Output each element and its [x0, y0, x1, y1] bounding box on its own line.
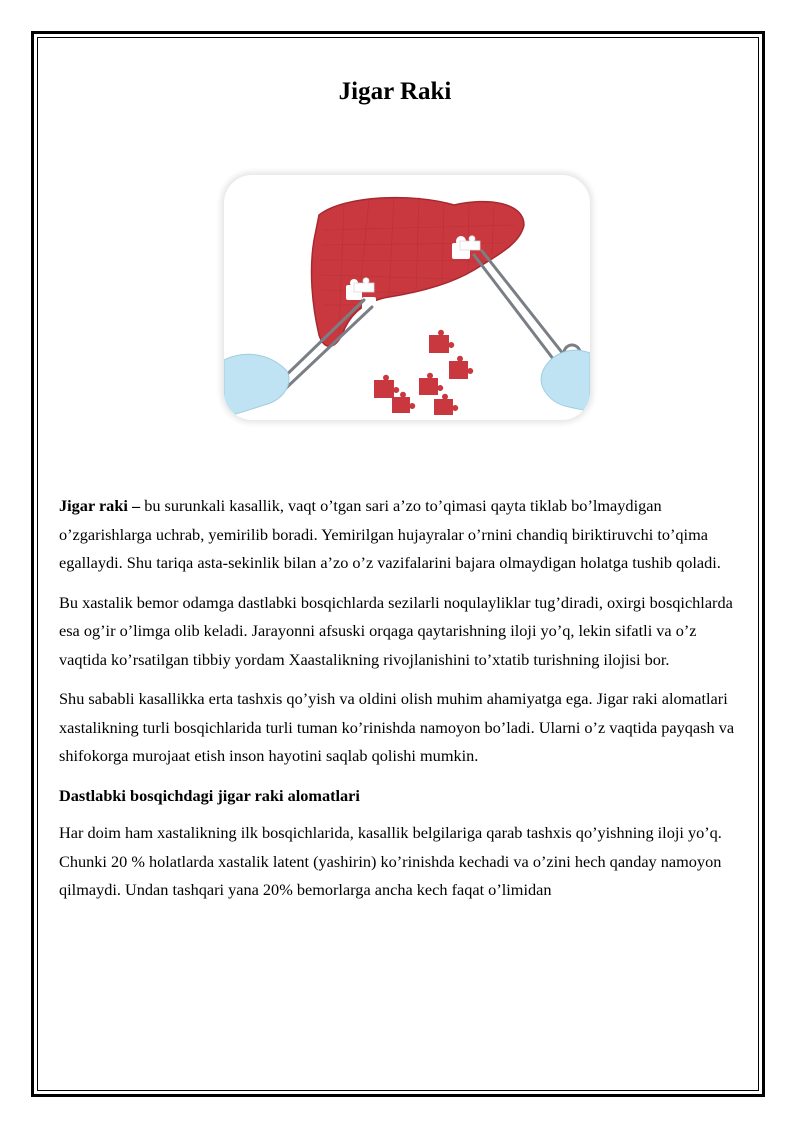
paragraph-definition-text: bu surunkali kasallik, vaqt o’tgan sari a’zo to’qimasi qayta tiklab bo’lmaydigan o’zgarishlarga uchrab, yemirilib boradi. Yemirilgan hujayralar o’rnini chandiq biriktiruvchi to’qima egallaydi. Shu tariqa asta-sekinlik bilan a’zo o’z vazifalarini bajara olmaydigan holatga tushib qoladi. [59, 496, 721, 572]
lead-term: Jigar raki [59, 496, 128, 515]
section-heading: Dastlabki bosqichdagi jigar raki alomatlari [59, 785, 360, 805]
page-title: Jigar Raki [338, 78, 452, 105]
paragraph-early-symptoms: Har doim ham xastalikning ilk bosqichlarida, kasallik belgilariga qarab tashxis qo’yishning iloji yo’q. Chunki 20 % holatlarda xastalik latent (yashirin) ko’rinishda kechadi va o’zini hech qanday namoyon qilmaydi. Undan tashqari yana 20% bemorlarga ancha kech faqat o’limidan [59, 823, 722, 899]
lead-dash: – [127, 496, 145, 515]
document-body [59, 492, 739, 916]
paragraph-diagnosis: Shu sababli kasallikka erta tashxis qo’yish va oldini olish muhim ahamiyatga ega. Jigar raki alomatlari xastalikning turli bosqichlarida turli tuman ko’rinishda namoyon bo’ladi. Ularni o’z vaqtida payqash va shifokorga murojaat etish inson hayotini saqlab qolishi mumkin. [59, 689, 735, 765]
liver-puzzle-icon [224, 175, 590, 420]
paragraph-definition [59, 492, 739, 578]
paragraph-progression: Bu xastalik bemor odamga dastlabki bosqichlarda sezilarli noqulayliklar tug’diradi, oxirgi bosqichlarda esa og’ir o’limga olib keladi. Jarayonni afsuski orqaga qaytarishning iloji yo’q, lekin sifatli va o’z vaqtida ko’rsatilgan tibbiy yordam Xaastalikning rivojlanishini to’xtatib turishning ilojisi bor. [59, 592, 733, 669]
liver-puzzle-image [224, 175, 590, 420]
